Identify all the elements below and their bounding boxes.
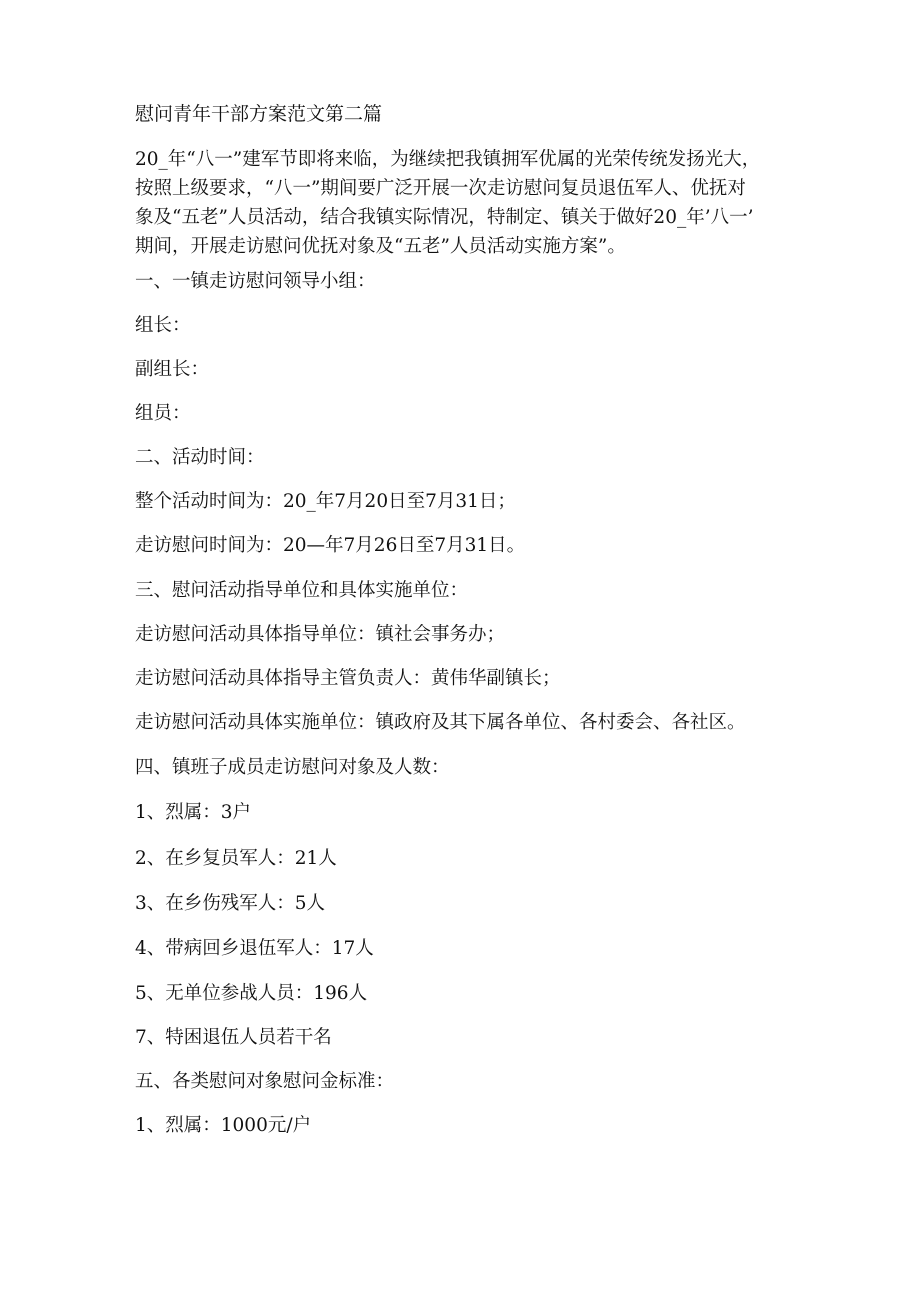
section-3-heading: 三、慰问活动指导单位和具体实施单位： <box>135 580 469 601</box>
section-1-heading: 一、一镇走访慰问领导小组： <box>135 271 376 292</box>
list-item: 7、特困退伍人员若干名 <box>135 1027 332 1048</box>
guide-unit-line: 走访慰问活动具体指导单位：镇社会事务办； <box>135 624 506 645</box>
visit-time-line: 走访慰问时间为：20—年7月26日至7月31日。 <box>135 535 526 556</box>
section-4-heading: 四、镇班子成员走访慰问对象及人数： <box>135 757 450 778</box>
list-item: 3、在乡伤残军人：5人 <box>135 893 326 914</box>
list-item: 4、带病回乡退伍军人：17人 <box>135 938 374 959</box>
intro-line: 按照上级要求，“八一”期间要广泛开展一次走访慰问复员退伍军人、优抚对 <box>135 178 746 199</box>
intro-line: 期间，开展走访慰问优抚对象及“五老”人员活动实施方案”。 <box>135 236 626 257</box>
overall-time-line: 整个活动时间为：20_年7月20日至7月31日； <box>135 491 516 512</box>
list-item: 2、在乡复员军人：21人 <box>135 848 337 869</box>
guide-person-line: 走访慰问活动具体指导主管负责人：黄伟华副镇长； <box>135 668 561 689</box>
deputy-leader-line: 副组长： <box>135 359 210 380</box>
section-2-heading: 二、活动时间： <box>135 447 265 468</box>
intro-line: 20_年“八一”建军节即将来临，为继续把我镇拥军优属的光荣传统发扬光大， <box>135 149 761 170</box>
list-item: 1、烈属：1000元/户 <box>135 1115 312 1136</box>
document-title: 慰问青年干部方案范文第二篇 <box>135 103 383 125</box>
intro-paragraph <box>135 145 785 261</box>
members-line: 组员： <box>135 403 191 424</box>
impl-unit-line: 走访慰问活动具体实施单位：镇政府及其下属各单位、各村委会、各社区。 <box>135 712 746 733</box>
list-item: 1、烈属：3户 <box>135 802 252 823</box>
section-5-heading: 五、各类慰问对象慰问金标准： <box>135 1071 395 1092</box>
intro-line: 象及“五老”人员活动，结合我镇实际情况，特制定、镇关于做好20_年’八一’ <box>135 207 754 228</box>
list-item: 5、无单位参战人员：196人 <box>135 983 368 1004</box>
leader-line: 组长： <box>135 315 191 336</box>
